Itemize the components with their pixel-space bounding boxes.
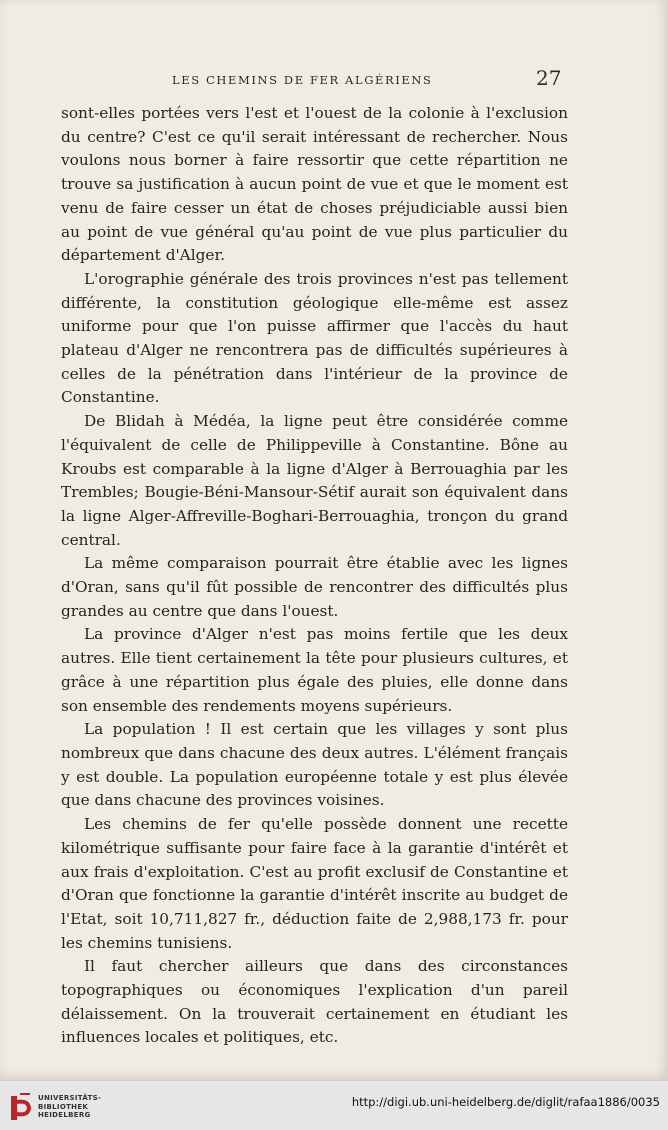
source-url-link[interactable]: http://digi.ub.uni-heidelberg.de/diglit/rafaa1886/0035 — [351, 1095, 660, 1109]
paragraph-5: La province d'Alger n'est pas moins fertile que les deux autres. Elle tient certainement la tête pour plusieurs cultures, et grâce à une répartition plus égale des pluies, elle donne dans son ensemble des rendements moyens supérieurs. — [61, 625, 568, 715]
paragraph-7: Les chemins de fer qu'elle possède donnent une recette kilométrique suffisante pour faire face à la garantie d'intérêt et aux frais d'exploitation. C'est au profit exclusif de Constantine et d'Oran que fonctionne la garantie d'intérêt inscrite au budget de l'Etat, soit 10,711,827 fr., déduction faite de 2,988,173 fr. pour les chemins tunisiens. — [61, 815, 568, 952]
paragraph-6: La population ! Il est certain que les villages y sont plus nombreux que dans chacune des deux autres. L'élément français y est double. La population européenne totale y est plus élevée que dans chacune des provinces voisines. — [61, 720, 568, 810]
library-logo-text — [38, 1094, 101, 1120]
running-head: LES CHEMINS DE FER ALGÉRIENS — [172, 73, 433, 87]
viewer-footer — [0, 1080, 668, 1130]
page-number: 27 — [536, 66, 562, 90]
paragraph-2: L'orographie générale des trois provinces n'est pas tellement différente, la constitution géologique elle-même est assez uniforme pour que l'on puisse affirmer que l'accès du haut plateau d'Alger ne rencontrera pas de difficultés supérieures à celles de la pénétration dans l'intérieur de la province de Constantine. — [61, 269, 568, 407]
body-text — [61, 102, 568, 1050]
paragraph-4: La même comparaison pourrait être établie avec les lignes d'Oran, sans qu'il fût possible de rencontrer des difficultés plus grandes au centre que dans l'ouest. — [61, 554, 568, 620]
logo-line-2: BIBLIOTHEK — [38, 1102, 89, 1111]
paragraph-3: De Blidah à Médéa, la ligne peut être considérée comme l'équivalent de celle de Philippeville à Constantine. Bône au Kroubs est comparable à la ligne d'Alger à Berrouaghia par les Trembles; Bougie-Béni-Mansour-Sétif aurait son équivalent dans la ligne Alger-Affreville-Boghari-Berrouaghia, tronçon du grand central. — [61, 412, 568, 549]
logo-line-1: UNIVERSITÄTS- — [38, 1094, 102, 1102]
logo-line-3: HEIDELBERG — [38, 1111, 91, 1119]
library-logo-icon — [8, 1092, 32, 1122]
paragraph-1: sont-elles portées vers l'est et l'ouest de la colonie à l'exclusion du centre? C'est ce qu'il serait intéressant de rechercher. Nous voulons nous borner à faire ressortir que cette répartition ne trouve sa justification à aucun point de vue et que le moment est venu de faire cesser un état de choses préjudiciable aussi bien au point de vue général qu'au point de vue plus particulier du département d'Alger. — [61, 104, 568, 265]
paragraph-8: Il faut chercher ailleurs que dans des circonstances topographiques ou économiques l'explication d'un pareil délaissement. On la trouverait certainement en étudiant les influences locales et politiques, etc. — [61, 957, 568, 1047]
